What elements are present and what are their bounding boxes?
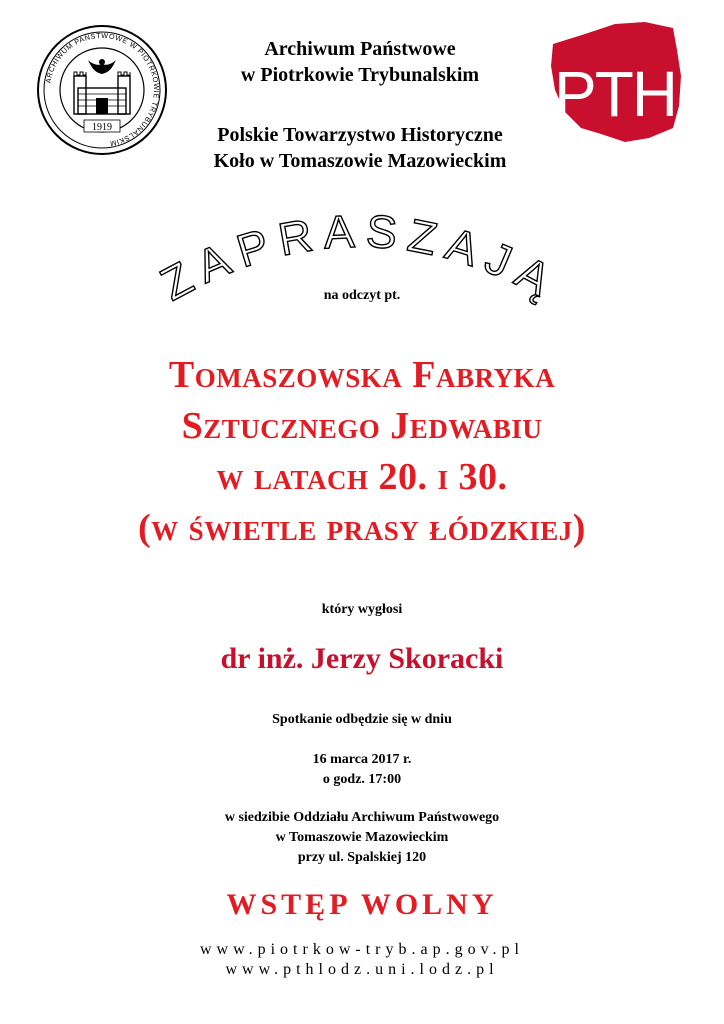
archive-name-line1: Archiwum Państwowe	[264, 38, 456, 60]
meeting-place-line1: w siedzibie Oddziału Archiwum Państwowego	[224, 810, 500, 825]
lecture-title-line2: Sztucznego Jedwabiu	[181, 405, 543, 447]
website-link-pth[interactable]: www.pthlodz.uni.lodz.pl	[225, 961, 499, 978]
pth-logo-text: PTH	[554, 58, 676, 130]
meeting-place-line2: w Tomaszowie Mazowieckim	[275, 830, 449, 845]
seal-year: 1919	[92, 122, 112, 133]
lecture-title-line3: w latach 20. i 30.	[216, 456, 508, 498]
invite-word	[110, 212, 610, 332]
invite-lead: na odczyt pt.	[323, 288, 401, 303]
website-link-archive[interactable]: www.piotrkow-tryb.ap.gov.pl	[199, 941, 524, 958]
archive-name	[160, 36, 560, 88]
invite-word-text: ZAPRASZAJĄ	[152, 212, 568, 311]
meeting-place	[0, 808, 724, 868]
archive-name-line2: w Piotrkowie Trybunalskim	[240, 64, 480, 86]
lecture-title-line4: (w świetle prasy łódzkiej)	[138, 507, 586, 549]
lecture-title-line1: Tomaszowska Fabryka	[168, 354, 556, 396]
website-links	[0, 940, 724, 980]
meeting-place-line3: przy ul. Spalskiej 120	[297, 850, 427, 865]
society-name-line2: Koło w Tomaszowie Mazowieckim	[213, 150, 507, 172]
meeting-datetime	[0, 750, 724, 790]
seal-ring-text: ARCHIWUM PAŃSTWOWE W PIOTRKOWIE TRYBUNALSKIM	[43, 30, 162, 149]
lecture-title	[0, 350, 724, 554]
meeting-date: 16 marca 2017 r.	[312, 752, 412, 767]
pth-logo	[545, 16, 685, 146]
meeting-time: o godz. 17:00	[322, 772, 402, 787]
free-entry: WSTĘP WOLNY	[226, 888, 498, 921]
speaker-lead: który wygłosi	[321, 602, 403, 617]
speaker-name: dr inż. Jerzy Skoracki	[220, 642, 504, 675]
society-name	[160, 122, 560, 174]
meeting-lead: Spotkanie odbędzie się w dniu	[272, 712, 452, 727]
archive-seal-logo	[36, 24, 168, 156]
society-name-line1: Polskie Towarzystwo Historyczne	[217, 124, 503, 146]
